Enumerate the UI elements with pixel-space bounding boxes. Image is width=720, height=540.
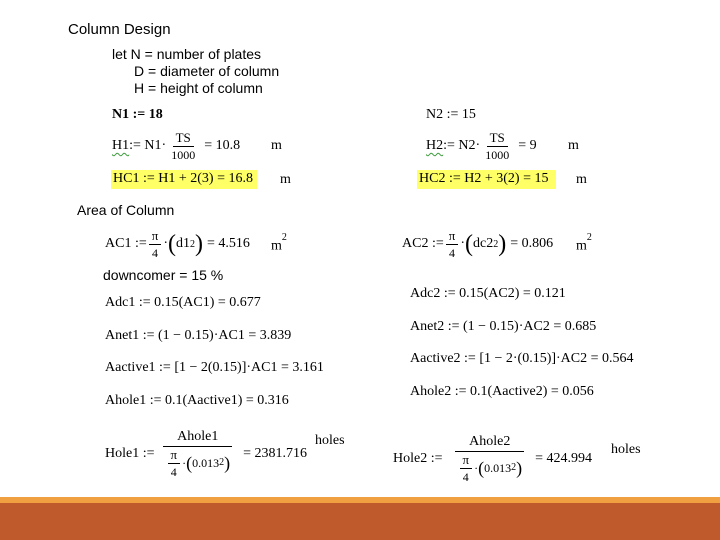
hole1-pi: π (168, 448, 181, 464)
ac2-equation: AC2 := $\frac{\pi}{4}$ · ( dc2 2 ) = 0.806 (402, 227, 554, 260)
ac1-unit-exp: 2 (281, 232, 287, 243)
hole2-result: = 424.994 (535, 451, 592, 466)
ac1-four: 4 (152, 245, 159, 260)
ahole2-equation: Ahole2 := 0.1(Aactive2) = 0.056 (410, 384, 594, 399)
ac2-unit-exp: 2 (586, 232, 592, 243)
aactive1-equation: Aactive1 := [1 − 2(0.15)]·AC1 = 3.161 (105, 360, 324, 375)
hc2-unit: m (576, 172, 587, 187)
hole2-lhs: Hole2 := (393, 451, 443, 466)
ac2-lhs: AC2 := (402, 236, 444, 251)
hole1-pi-fraction (168, 448, 181, 479)
ac1-pi: π (149, 229, 162, 245)
definition-n: let N = number of plates (112, 46, 262, 62)
ac2-exp: 2 (493, 238, 499, 250)
hole2-unit: holes (611, 442, 641, 457)
definition-d: D = diameter of column (134, 63, 280, 79)
ac2-pi-fraction (446, 229, 459, 260)
h2-equation (426, 128, 537, 164)
hole2-d: 0.013 (484, 461, 512, 475)
hole2-pi: π (460, 453, 473, 469)
h2-variable: H2 (426, 138, 444, 153)
hole1-result: = 2381.716 (243, 446, 307, 461)
ac2-result: = 0.806 (510, 236, 554, 251)
anet2-equation: Anet2 := (1 − 0.15)·AC2 = 0.685 (410, 319, 597, 334)
ac2-unit-m: m (576, 238, 587, 254)
hole1-unit: holes (315, 433, 345, 448)
hole1-four: 4 (170, 464, 177, 479)
h1-fraction (168, 131, 198, 162)
ac2-unit (576, 232, 592, 255)
h1-assign: := N1· (129, 138, 167, 153)
hc2-equation: HC2 := H2 + 3(2) = 15 (417, 170, 556, 189)
hole1-lhs: Hole1 := (105, 446, 155, 461)
ac1-unit (271, 232, 287, 255)
ac1-var: d1 (175, 236, 190, 251)
h2-unit: m (568, 138, 579, 153)
hole2-den: $\frac{\pi}{4}$ · ( 0.013 2 ) (455, 452, 526, 484)
h1-frac-den: 1000 (171, 147, 196, 162)
ac2-var: dc2 (472, 236, 494, 251)
hc1-equation: HC1 := H1 + 2(3) = 16.8 (111, 170, 257, 189)
ac1-lhs: AC1 := (105, 236, 147, 251)
hole1-d: 0.013 (192, 456, 220, 470)
n1-equation: N1 := 18 (112, 107, 163, 122)
ac1-exp: 2 (189, 238, 195, 250)
ac2-four: 4 (449, 245, 456, 260)
ac1-unit-m: m (271, 238, 282, 254)
h2-assign: := N2· (443, 138, 481, 153)
h2-result: = 9 (518, 138, 537, 153)
h1-unit: m (271, 138, 282, 153)
hole2-exp: 2 (511, 462, 517, 473)
h2-frac-num: TS (487, 131, 508, 147)
h1-equation (112, 128, 240, 164)
n2-equation: N2 := 15 (426, 107, 476, 122)
hole1-den: $\frac{\pi}{4}$ · ( 0.013 2 ) (163, 447, 234, 479)
h2-fraction (482, 131, 512, 162)
hole1-equation (105, 423, 307, 485)
area-heading: Area of Column (77, 202, 175, 218)
hole1-num: Ahole1 (163, 430, 232, 447)
page-title: Column Design (68, 21, 171, 38)
hole2-four: 4 (462, 469, 469, 484)
hole2-equation (393, 428, 592, 490)
hole2-fraction (455, 435, 526, 484)
hole2-num: Ahole2 (455, 435, 524, 452)
h1-variable: H1 (112, 138, 130, 153)
h2-frac-den: 1000 (485, 147, 510, 162)
adc1-equation: Adc1 := 0.15(AC1) = 0.677 (105, 295, 261, 310)
ac1-result: = 4.516 (206, 236, 250, 251)
h1-result: = 10.8 (204, 138, 241, 153)
hole1-fraction (163, 430, 234, 479)
ac2-pi: π (446, 229, 459, 245)
footer-bar (0, 503, 720, 540)
h1-frac-num: TS (173, 131, 194, 147)
aactive2-equation: Aactive2 := [1 − 2·(0.15)]·AC2 = 0.564 (410, 351, 634, 366)
hole2-pi-fraction (460, 453, 473, 484)
ahole1-equation: Ahole1 := 0.1(Aactive1) = 0.316 (105, 393, 289, 408)
hole1-exp: 2 (219, 457, 225, 468)
anet1-equation: Anet1 := (1 − 0.15)·AC1 = 3.839 (105, 328, 292, 343)
downcomer-text: downcomer = 15 % (103, 267, 224, 283)
definition-h: H = height of column (134, 80, 263, 96)
ac1-equation: AC1 := $\frac{\pi}{4}$ · ( d1 2 ) = 4.516 (105, 227, 250, 260)
hc1-unit: m (280, 172, 291, 187)
ac1-pi-fraction (149, 229, 162, 260)
adc2-equation: Adc2 := 0.15(AC2) = 0.121 (410, 286, 566, 301)
